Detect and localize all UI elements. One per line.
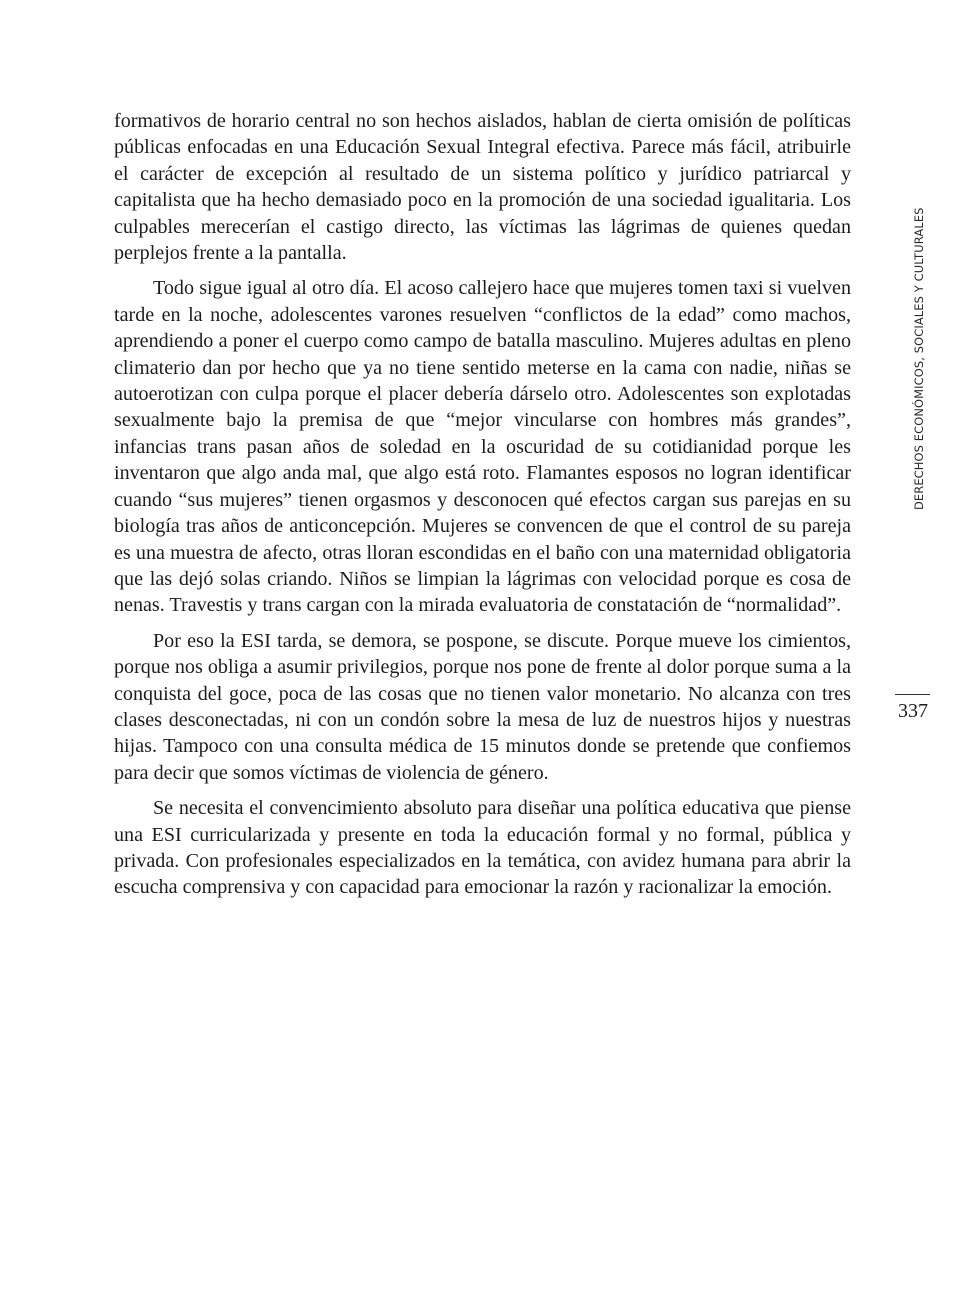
paragraph-continued: formativos de horario central no son hechos aislados, hablan de cierta omisión de políticas públicas enfocadas en una Educación Sexual Integral efectiva. Parece más fácil, atribuirle el carácter de excepción al resultado de un sistema político y jurídico patriarcal y capitalista que ha hecho demasiado poco en la promoción de una sociedad igualitaria. Los culpables merecerían el castigo directo, las víctimas las lágrimas de quienes quedan perplejos frente a la pantalla. xyxy=(114,110,851,265)
paragraph-por-eso-la-esi: Por eso la ESI tarda, se demora, se pospone, se discute. Porque mueve los cimientos, porque nos obliga a asumir privilegios, porque nos pone de frente al dolor porque suma a la conquista del goce, poca de las cosas que no tienen valor monetario. No alcanza con tres clases desconectadas, ni con un condón sobre la mesa de luz de nuestros hijos y nuestras hijas. Tampoco con una consulta médica de 15 minutos donde se pretende que confiemos para decir que somos víctimas de violencia de género. xyxy=(114,629,851,784)
running-head-section-title: DERECHOS ECONÓMICOS, SOCIALES Y CULTURALES xyxy=(912,207,926,510)
page-number-rule xyxy=(895,694,930,695)
body-text xyxy=(114,108,851,910)
page-number: 337 xyxy=(898,700,928,722)
paragraph-todo-sigue-igual: Todo sigue igual al otro día. El acoso callejero hace que mujeres tomen taxi si vuelven tarde en la noche, adolescentes varones resuelven “conflictos de la edad” como machos, aprendiendo a poner el cuerpo como campo de batalla masculino. Mujeres adultas en pleno climaterio dan por hecho que ya no tiene sentido meterse en la cama con nadie, niñas se autoerotizan con culpa porque el placer debería dárselo otro. Adolescentes son explotadas sexualmente bajo la premisa de que “mejor vincularse con hombres más grandes”, infancias trans pasan años de soledad en la oscuridad de su cotidianidad porque les inventaron que algo anda mal, que algo está roto. Flamantes esposos no logran identificar cuando “sus mujeres” tienen orgasmos y desconocen qué efectos cargan sus parejas en su biología tras años de anticoncepción. Mujeres se convencen de que el control de su pareja es una muestra de afecto, otras lloran escondidas en el baño con una maternidad obligatoria que las dejó solas criando. Niños se limpian la lágrimas con velocidad porque es cosa de nenas. Travestis y trans cargan con la mirada evaluatoria de constatación de “normalidad”. xyxy=(114,277,851,617)
paragraph-se-necesita: Se necesita el convencimiento absoluto para diseñar una política educativa que piense una ESI curricularizada y presente en toda la educación formal y no formal, pública y privada. Con profesionales especializados en la temática, con avidez humana para abrir la escucha comprensiva y con capacidad para emocionar la razón y racionalizar la emoción. xyxy=(114,797,851,899)
